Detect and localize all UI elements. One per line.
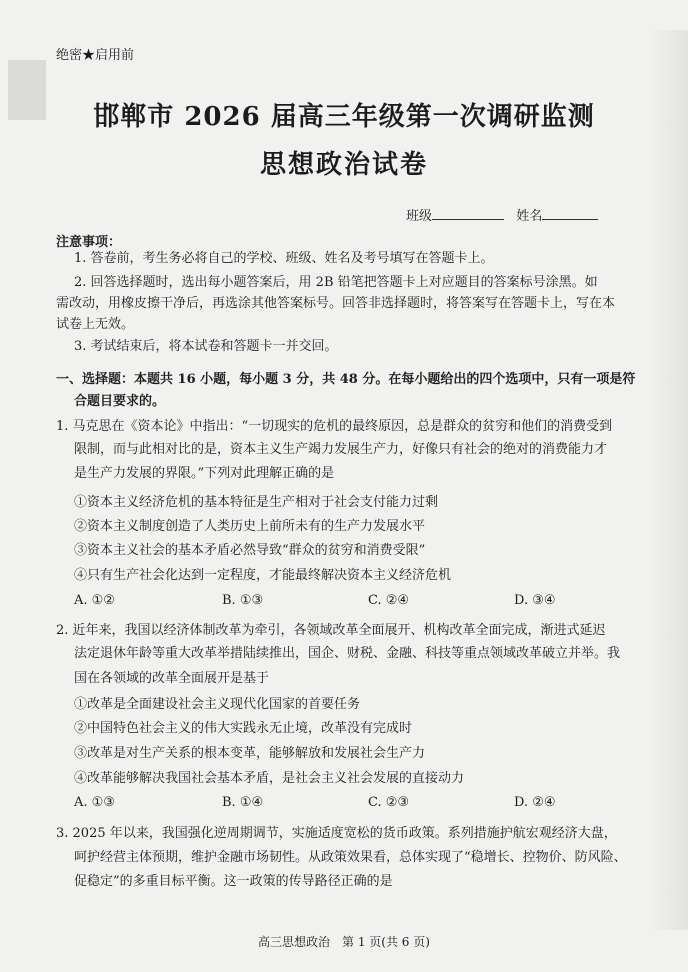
notice-item: 试卷上无效。 bbox=[56, 317, 135, 332]
notice-item: 2. 回答选择题时，选出每小题答案后，用 2B 铅笔把答题卡上对应题目的答案标号涂黑。如 bbox=[74, 275, 598, 290]
question-stem: 促稳定”的多重目标平衡。这一政策的传导路径正确的是 bbox=[74, 874, 393, 889]
answer-option: D. ②④ bbox=[514, 795, 556, 810]
section-heading-cont: 合题目要求的。 bbox=[74, 394, 166, 409]
name-blank bbox=[542, 207, 598, 220]
question-stem: 国在各领域的改革全面展开是基于 bbox=[74, 671, 270, 686]
answer-option: B. ①③ bbox=[222, 593, 264, 608]
answer-option: C. ②③ bbox=[368, 795, 410, 810]
question-item: ④改革能够解决我国社会基本矛盾，是社会主义社会发展的直接动力 bbox=[74, 771, 465, 786]
question-stem: 限制，而与此相对比的是，资本主义生产竭力发展生产力，好像只有社会的绝对的消费能力才 bbox=[74, 442, 608, 457]
class-blank bbox=[432, 207, 504, 220]
question-item: ②资本主义制度创造了人类历史上前所未有的生产力发展水平 bbox=[74, 519, 426, 534]
question-stem: 是生产力发展的界限。”下列对此理解正确的是 bbox=[74, 466, 335, 481]
answer-option: C. ②④ bbox=[368, 593, 410, 608]
question-item: ①资本主义经济危机的基本特征是生产相对于社会支付能力过剩 bbox=[74, 495, 439, 510]
student-fields bbox=[406, 205, 598, 224]
section-heading: 一、选择题：本题共 16 小题，每小题 3 分，共 48 分。在每小题给出的四个选项中，只有一项是符 bbox=[56, 372, 636, 387]
notice-item: 1. 答卷前，考生务必将自己的学校、班级、姓名及考号填写在答题卡上。 bbox=[74, 251, 494, 266]
notice-heading: 注意事项： bbox=[56, 235, 122, 250]
answer-option: A. ①② bbox=[74, 593, 115, 608]
answer-option: D. ③④ bbox=[514, 593, 556, 608]
question-item: ④只有生产社会化达到一定程度，才能最终解决资本主义经济危机 bbox=[74, 568, 452, 583]
page-footer: 高三思想政治 第 1 页(共 6 页) bbox=[258, 935, 430, 949]
question-stem: 2. 近年来，我国以经济体制改革为牵引，各领域改革全面展开、机构改革全面完成，渐进式延迟 bbox=[56, 623, 606, 638]
notice-item: 3. 考试结束后，将本试卷和答题卡一并交回。 bbox=[74, 339, 338, 354]
question-item: ②中国特色社会主义的伟大实践永无止境，改革没有完成时 bbox=[74, 721, 413, 736]
question-stem: 呵护经营主体预期，维护金融市场韧性。从政策效果看，总体实现了“稳增长、控物价、防风险、 bbox=[74, 850, 627, 865]
exam-subject: 思想政治试卷 bbox=[259, 150, 428, 180]
secret-label: 绝密★启用前 bbox=[56, 48, 135, 63]
exam-title: 邯郸市 2026 届高三年级第一次调研监测 bbox=[93, 102, 595, 132]
question-stem: 1. 马克思在《资本论》中指出：“一切现实的危机的最终原因，总是群众的贫穷和他们的消费受到 bbox=[56, 419, 613, 434]
answer-option: A. ①③ bbox=[74, 795, 115, 810]
answer-option: B. ①④ bbox=[222, 795, 264, 810]
question-stem: 3. 2025 年以来，我国强化逆周期调节，实施适度宽松的货币政策。系列措施护航宏观经济大盘， bbox=[56, 826, 617, 841]
question-item: ③资本主义社会的基本矛盾必然导致“群众的贫穷和消费受限” bbox=[74, 543, 426, 558]
class-label: 班级 bbox=[406, 209, 433, 224]
name-label: 姓名 bbox=[516, 209, 543, 224]
notice-item: 需改动，用橡皮擦干净后，再选涂其他答案标号。回答非选择题时，将答案写在答题卡上，写在本 bbox=[56, 296, 616, 311]
question-item: ①改革是全面建设社会主义现代化国家的首要任务 bbox=[74, 697, 361, 712]
question-item: ③改革是对生产关系的根本变革，能够解放和发展社会生产力 bbox=[74, 746, 426, 761]
question-stem: 法定退休年龄等重大改革举措陆续推出，国企、财税、金融、科技等重点领域改革破立并举。我 bbox=[74, 646, 621, 661]
